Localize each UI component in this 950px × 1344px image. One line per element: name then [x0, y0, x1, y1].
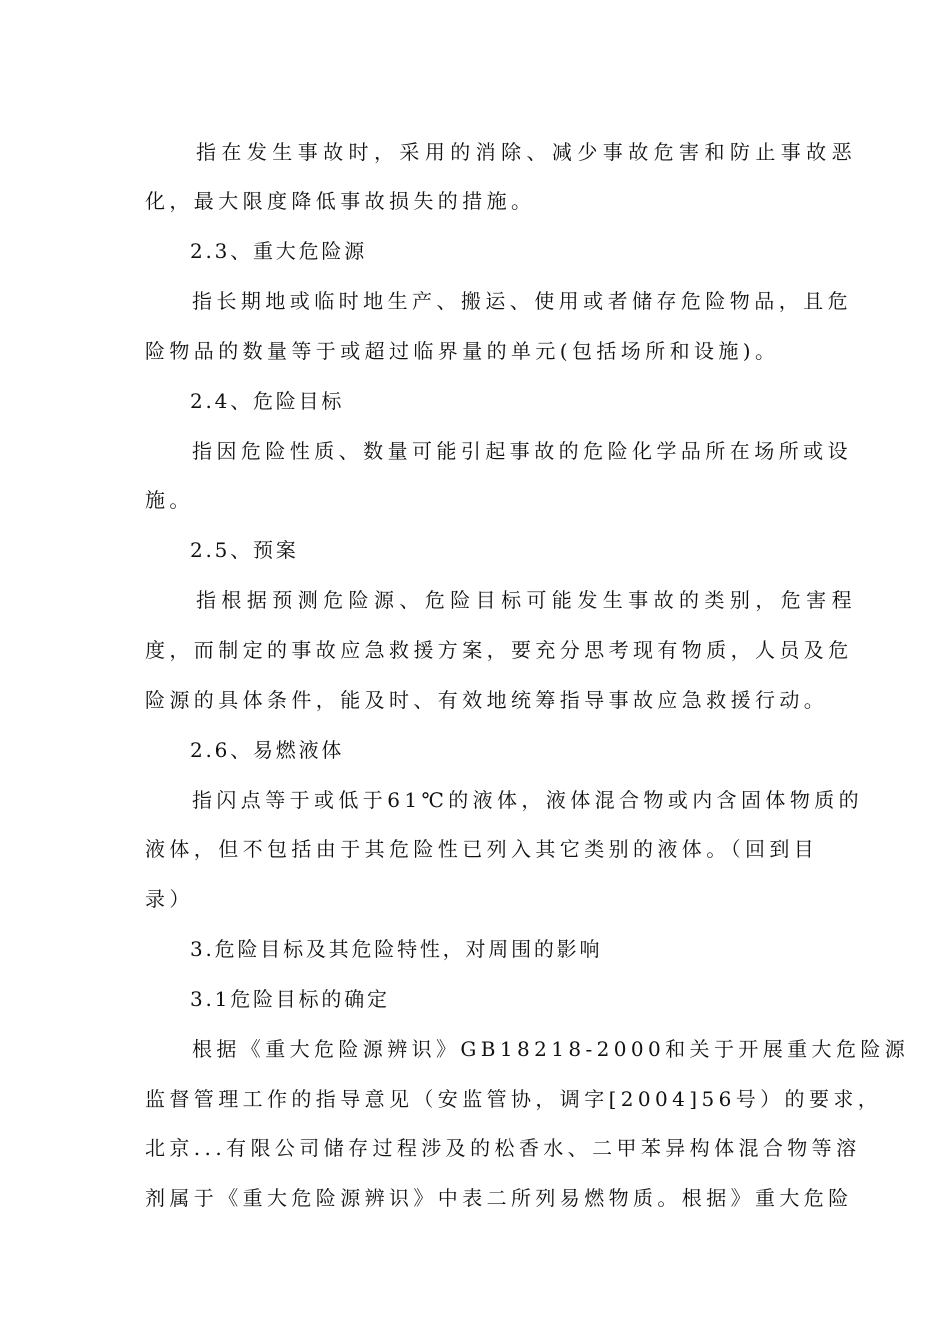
paragraph-line: 指闪点等于或低于61℃的液体，液体混合物或内含固体物质的 [192, 788, 864, 812]
paragraph-line: 录） [145, 887, 194, 911]
section-heading-3: 3.危险目标及其危险特性，对周围的影响 [190, 937, 603, 961]
paragraph-line: 度，而制定的事故应急救援方案，要充分思考现有物质，人员及危 [145, 638, 853, 662]
paragraph-line: 施。 [145, 488, 194, 512]
paragraph-line: 剂属于《重大危险源辨识》中表二所列易燃物质。根据》重大危险 [145, 1186, 853, 1210]
section-heading-2-5: 2.5、预案 [190, 538, 299, 562]
paragraph-line: 北京...有限公司储存过程涉及的松香水、二甲苯异构体混合物等溶 [145, 1136, 861, 1160]
paragraph-line: 指根据预测危险源、危险目标可能发生事故的类别，危害程 [196, 588, 856, 612]
section-heading-3-1: 3.1危险目标的确定 [190, 987, 390, 1011]
paragraph-line: 指因危险性质、数量可能引起事故的危险化学品所在场所或设 [192, 439, 852, 463]
paragraph-line: 险物品的数量等于或超过临界量的单元(包括场所和设施)。 [145, 339, 780, 363]
paragraph-line: 监督管理工作的指导意见（安监管协，调字[2004]56号）的要求， [145, 1087, 883, 1111]
paragraph-line: 险源的具体条件，能及时、有效地统筹指导事故应急救援行动。 [145, 688, 829, 712]
paragraph-line: 指长期地或临时地生产、搬运、使用或者储存危险物品，且危 [192, 289, 852, 313]
paragraph-line: 根据《重大危险源辨识》GB18218-2000和关于开展重大危险源 [192, 1037, 910, 1061]
paragraph-line: 液体，但不包括由于其危险性已列入其它类别的液体。（回到目 [145, 837, 819, 861]
paragraph-line: 指在发生事故时，采用的消除、减少事故危害和防止事故恶 [196, 140, 856, 164]
section-heading-2-6: 2.6、易燃液体 [190, 738, 345, 762]
section-heading-2-4: 2.4、危险目标 [190, 389, 345, 413]
section-heading-2-3: 2.3、重大危险源 [190, 239, 368, 263]
paragraph-line: 化，最大限度降低事故损失的措施。 [145, 189, 536, 213]
